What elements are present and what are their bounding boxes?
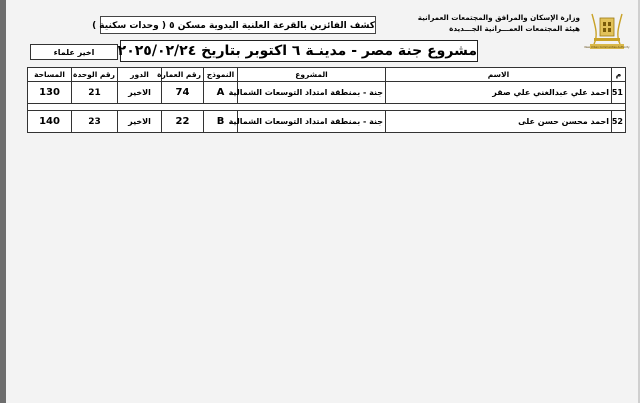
project-title: مشروع جنة مصر - مدينـة ٦ اكتوبر بتاريخ ٢٠٢٥/٠٢/٢٤: [120, 40, 478, 62]
table-header-row: [28, 68, 626, 82]
cell-unit: 23: [72, 111, 118, 133]
col-header-no: م: [612, 68, 626, 82]
logo-caption: New Urban Communities Authority: [584, 46, 630, 49]
winners-table: [27, 67, 626, 133]
cell-name: احمد محسن حسن على: [386, 111, 612, 133]
col-header-unit: رقم الوحدة: [72, 68, 118, 82]
report-title: كشف الفائزين بالقرعة العلنية اليدوية مسكن ٥ ( وحدات سكنية ): [100, 16, 376, 34]
cell-floor: الاخير: [118, 82, 162, 104]
authority-name: هيئة المجتمعات العمـــرانية الجـــديدة: [449, 24, 580, 33]
cell-unit: 21: [72, 82, 118, 104]
col-header-name: الاسم: [386, 68, 612, 82]
col-header-floor: الدور: [118, 68, 162, 82]
cell-project: جنة - بمنطقة امتداد التوسعات الشمالية: [238, 111, 386, 133]
col-header-area: المساحة: [28, 68, 72, 82]
separator-cell: [28, 104, 626, 111]
table-row: [28, 111, 626, 133]
col-header-project: المشروع: [238, 68, 386, 82]
cell-project: جنة - بمنطقة امتداد التوسعات الشمالية: [238, 82, 386, 104]
cell-name: احمد علي عبدالغني علي صقر: [386, 82, 612, 104]
cell-building: 22: [162, 111, 204, 133]
ministry-name: وزارة الإسكان والمرافق والمجتمعات العمرانية: [417, 13, 580, 22]
cell-model: A: [204, 82, 238, 104]
table-row: [28, 82, 626, 104]
cell-area: 130: [28, 82, 72, 104]
cell-floor: الاخير: [118, 111, 162, 133]
lottery-label: اخير علماء: [30, 44, 118, 60]
page-left-edge: [0, 0, 6, 403]
cell-no: 52: [612, 111, 626, 133]
nuca-logo-icon: [584, 8, 630, 52]
cell-area: 140: [28, 111, 72, 133]
ministry-header: [410, 12, 580, 34]
cell-building: 74: [162, 82, 204, 104]
col-header-model: النموذج: [204, 68, 238, 82]
cell-model: B: [204, 111, 238, 133]
row-separator: [28, 104, 626, 111]
col-header-building: رقم العمارة: [162, 68, 204, 82]
cell-no: 51: [612, 82, 626, 104]
